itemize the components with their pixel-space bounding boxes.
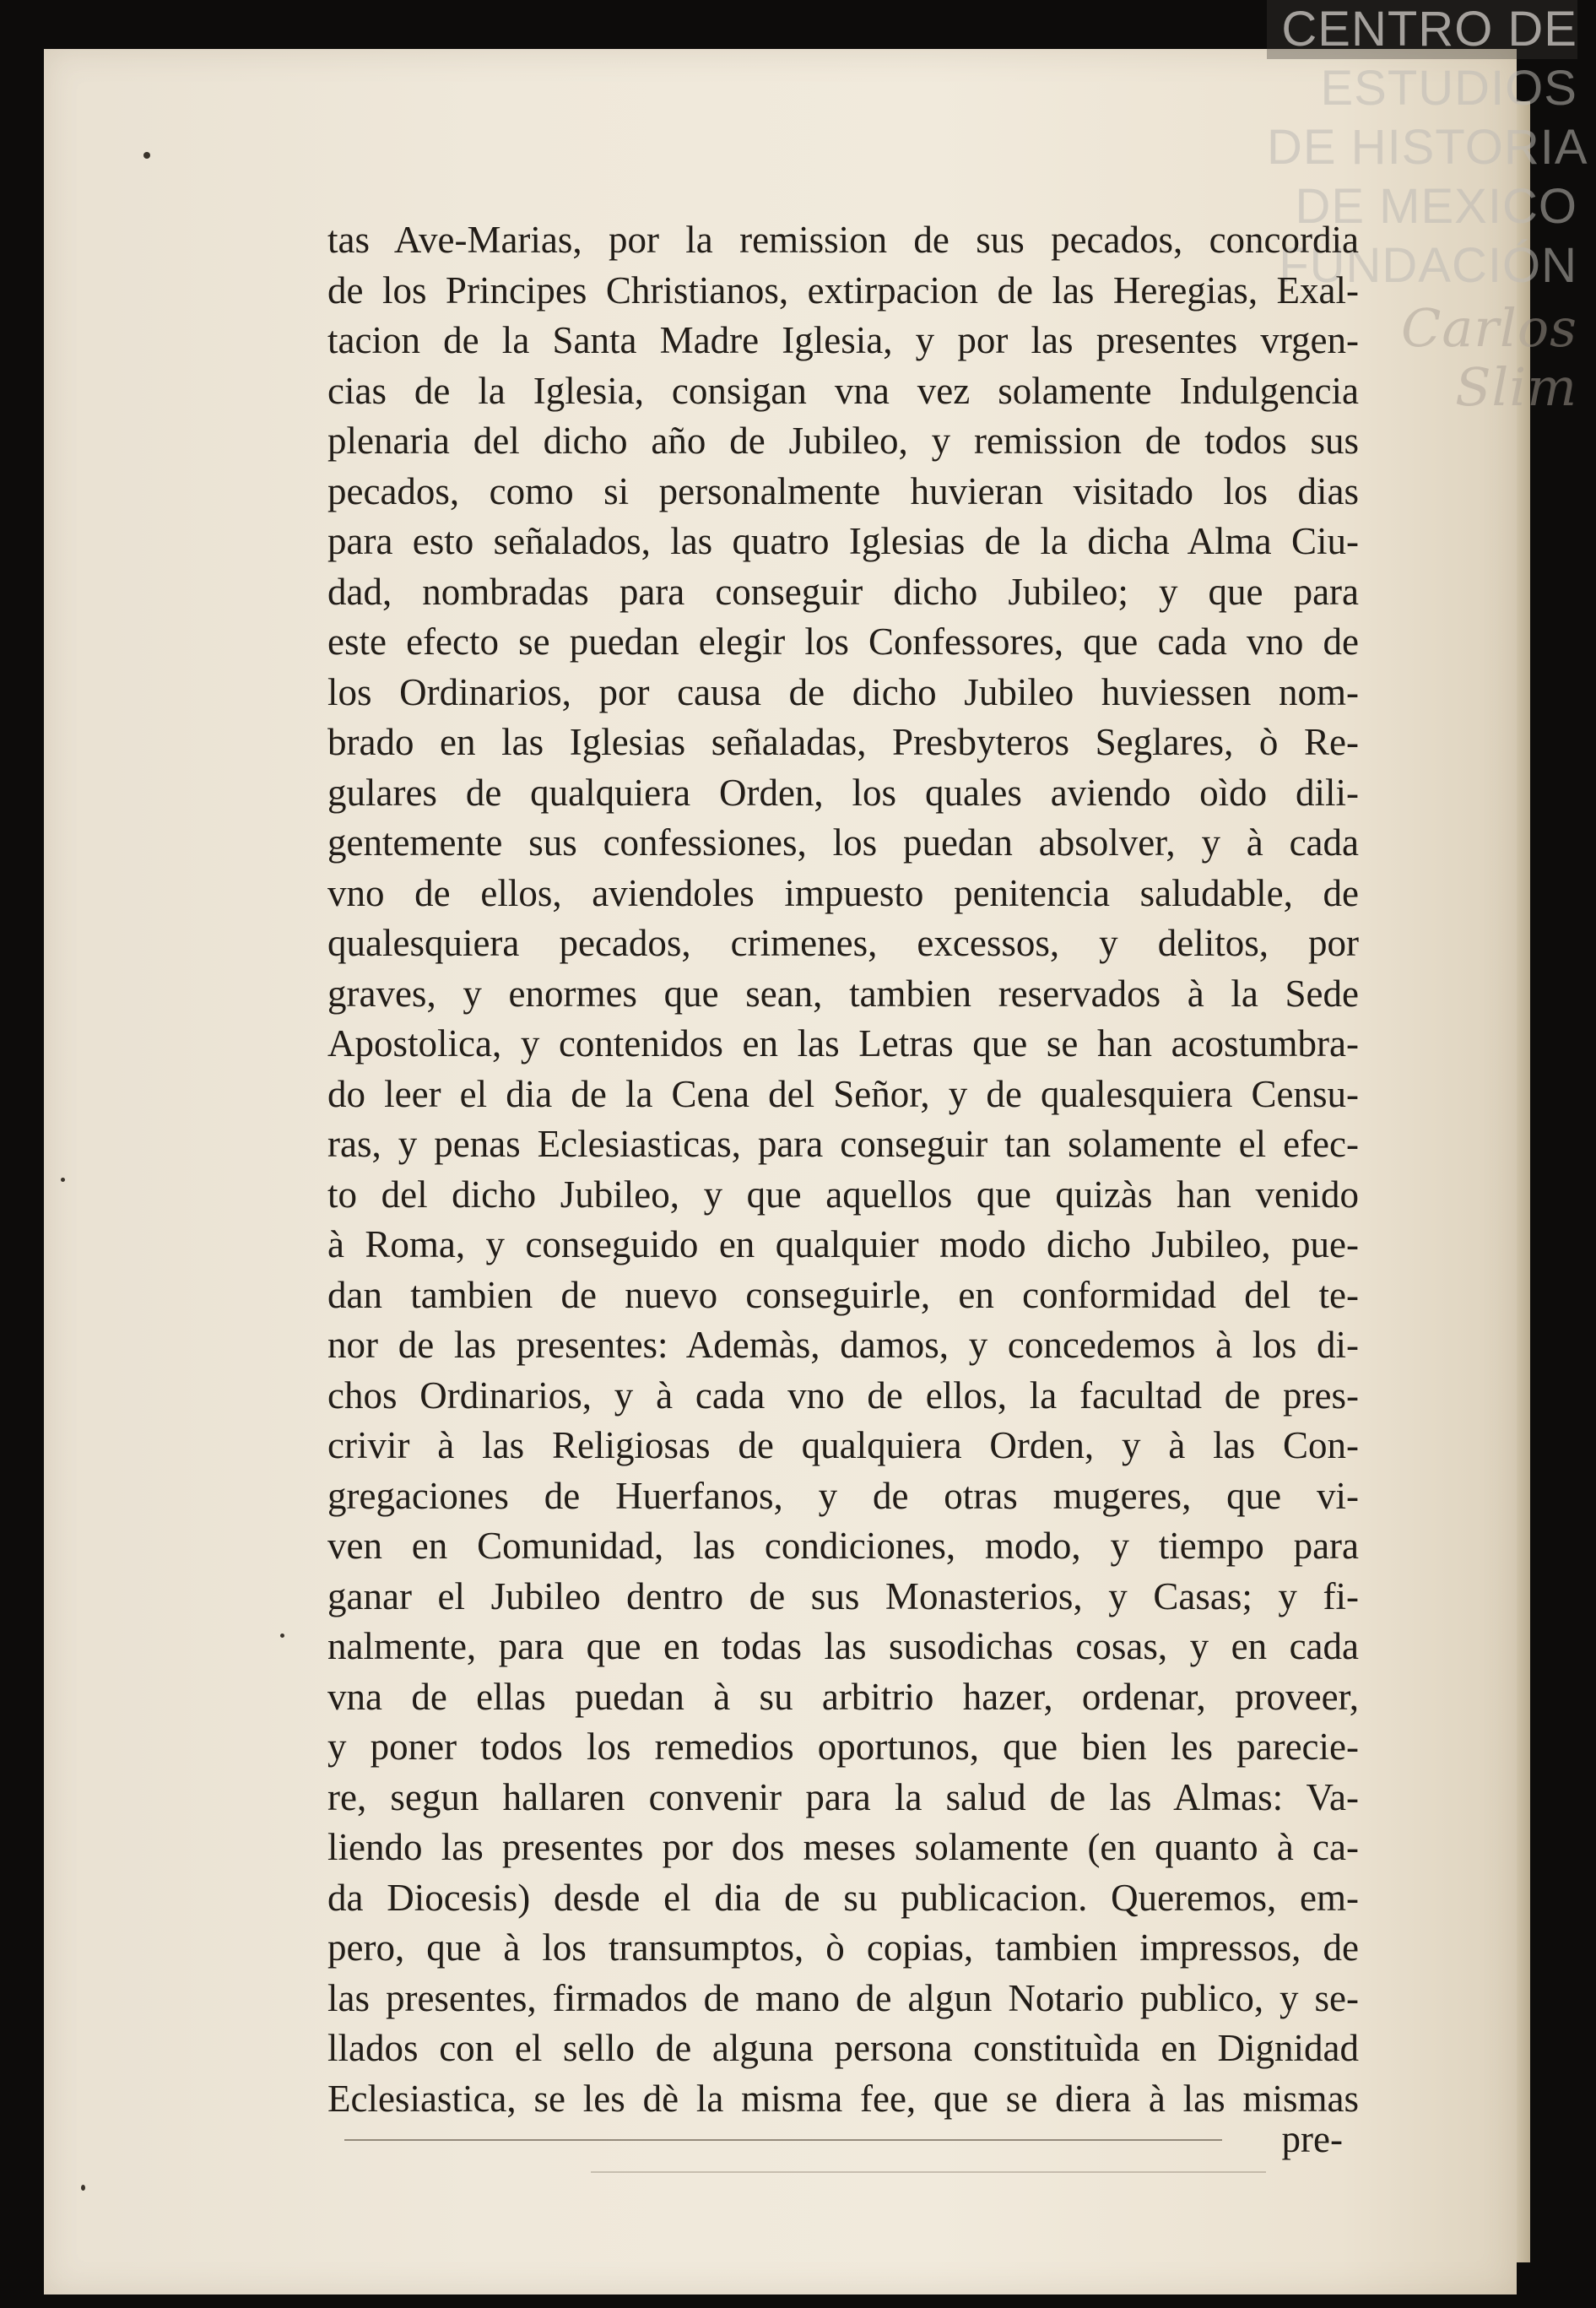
text-line: qualesquiera pecados, crimenes, excessos, y delitos, por	[327, 922, 1359, 964]
text-line: tacion de la Santa Madre Iglesia, y por las presentes vrgen-	[327, 319, 1359, 361]
text-line: re, segun hallaren convenir para la salud de las Almas: Va-	[327, 1775, 1359, 1818]
page-edge	[1517, 101, 1530, 2262]
text-line: Apostolica, y contenidos en las Letras que se han acostumbra-	[327, 1022, 1359, 1065]
text-line: crivir à las Religiosas de qualquiera Orden, y à las Con-	[327, 1424, 1359, 1466]
ink-mark	[61, 1178, 65, 1182]
ink-mark	[280, 1633, 284, 1638]
text-line: vna de ellas puedan à su arbitrio hazer, ordenar, proveer,	[327, 1675, 1359, 1718]
text-line: à Roma, y conseguido en qualquier modo dicho Jubileo, pue-	[327, 1223, 1359, 1265]
ink-mark	[81, 2185, 85, 2191]
text-line: y poner todos los remedios oportunos, que bien les parecie-	[327, 1726, 1359, 1768]
text-line: liendo las presentes por dos meses solamente (en quanto à ca-	[327, 1826, 1359, 1868]
text-line: llados con el sello de alguna persona constituìda en Dignidad	[327, 2027, 1359, 2069]
text-line: chos Ordinarios, y à cada vno de ellos, la facultad de pres-	[327, 1373, 1359, 1417]
watermark-line: DE MEXICO	[1295, 179, 1577, 234]
text-line: plenaria del dicho año de Jubileo, y remission de todos sus	[327, 420, 1359, 462]
text-line: Eclesiastica, se les dè la misma fee, que se diera à las mismas	[327, 2077, 1359, 2120]
text-line: para esto señalados, las quatro Iglesias de la dicha Alma Ciu-	[327, 520, 1359, 562]
text-line: pecados, como si personalmente huvieran visitado los dias	[327, 469, 1359, 512]
text-line: gregaciones de Huerfanos, y de otras mugeres, que vi-	[327, 1474, 1359, 1517]
catchword: pre-	[1281, 2118, 1343, 2160]
text-line: pero, que à los transumptos, ò copias, tambien impressos, de	[327, 1926, 1359, 1969]
text-line: graves, y enormes que sean, tambien reservados à la Sede	[327, 972, 1359, 1015]
text-line: ven en Comunidad, las condiciones, modo, y tiempo para	[327, 1525, 1359, 1567]
text-line: cias de la Iglesia, consigan vna vez solamente Indulgencia	[327, 369, 1359, 412]
text-line: da Diocesis) desde el dia de su publicacion. Queremos, em-	[327, 1876, 1359, 1919]
text-line: brado en las Iglesias señaladas, Presbyteros Seglares, ò Re-	[327, 721, 1359, 763]
text-line: las presentes, firmados de mano de algun Notario publico, y se-	[327, 1976, 1359, 2019]
text-line: gentemente sus confessiones, los puedan absolver, y à cada	[327, 821, 1359, 864]
watermark-line: ESTUDIOS	[1320, 61, 1577, 116]
text-line: dan tambien de nuevo conseguirle, en conformidad del te-	[327, 1273, 1359, 1316]
text-line: to del dicho Jubileo, y que aquellos que quizàs han venido	[327, 1173, 1359, 1216]
text-line: tas Ave-Marias, por la remission de sus pecados, concordia	[327, 219, 1359, 261]
text-line: dad, nombradas para conseguir dicho Jubileo; y que para	[327, 570, 1359, 613]
document-text	[327, 215, 1359, 2124]
text-line: nor de las presentes: Ademàs, damos, y concedemos à los di-	[327, 1324, 1359, 1366]
text-line: de los Principes Christianos, extirpacion de las Heregias, Exal-	[327, 268, 1359, 312]
text-line: gulares de qualquiera Orden, los quales aviendo oìdo dili-	[327, 771, 1359, 814]
text-line: los Ordinarios, por causa de dicho Jubileo huviessen nom-	[327, 670, 1359, 713]
text-line: ras, y penas Eclesiasticas, para conseguir tan solamente el efec-	[327, 1123, 1359, 1165]
watermark-line: DE HISTORIA	[1267, 120, 1588, 175]
watermark-signature: Carlos Slim	[1400, 297, 1577, 418]
footer-rule-faint	[591, 2171, 1266, 2173]
text-line: vno de ellos, aviendoles impuesto penitencia saludable, de	[327, 871, 1359, 914]
text-line: do leer el dia de la Cena del Señor, y de qualesquiera Censu-	[327, 1072, 1359, 1115]
ink-mark	[143, 152, 150, 159]
text-line: ganar el Jubileo dentro de sus Monasterios, y Casas; y fi-	[327, 1574, 1359, 1617]
watermark-line: FUNDACIÓN	[1279, 238, 1577, 293]
footer-rule	[344, 2139, 1222, 2141]
text-line: nalmente, para que en todas las susodichas cosas, y en cada	[327, 1625, 1359, 1667]
text-line: este efecto se puedan elegir los Confessores, que cada vno de	[327, 620, 1359, 663]
watermark-line: CENTRO DE	[1267, 0, 1577, 59]
